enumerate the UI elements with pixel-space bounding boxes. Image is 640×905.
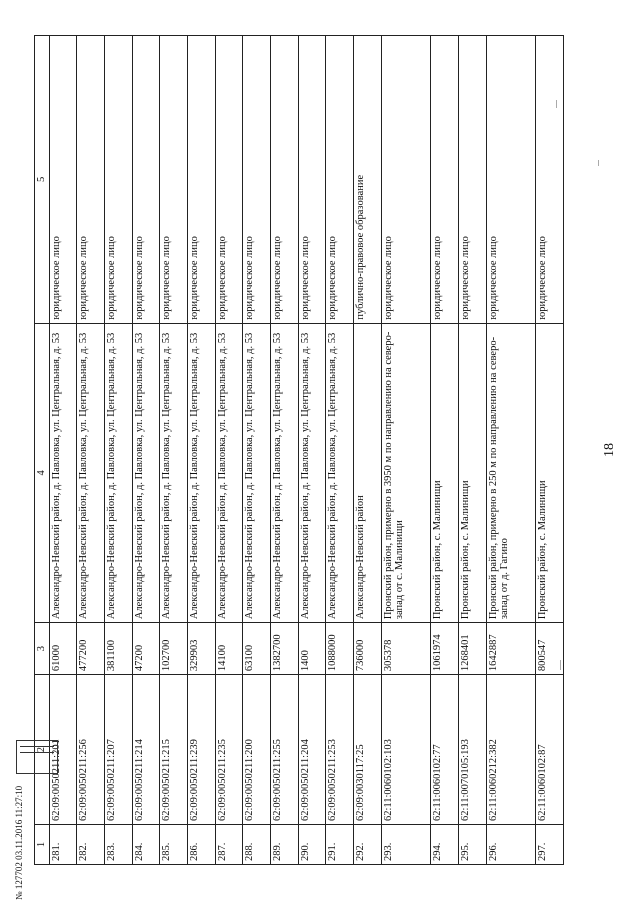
area-value: 1642887 (486, 623, 536, 675)
address-cell: Пронский район, примерно в 3950 м по направлению на северо-запад от с. Малинищи (381, 323, 431, 623)
area-value: 800547 (536, 623, 564, 675)
row-number: 284. (132, 825, 160, 865)
table-row (271, 36, 299, 865)
row-number: 285. (160, 825, 188, 865)
address-cell: Александро-Невский район, д. Павловка, ул. Центральная, д. 53 (160, 323, 188, 623)
header-col-5: 5 (35, 36, 50, 324)
owner-type: юридическое лицо (160, 36, 188, 324)
table-row (105, 36, 133, 865)
cadastral-number: 62:09:0030117:25 (353, 675, 381, 825)
table-row (458, 36, 486, 865)
table-row (536, 36, 564, 865)
table-body (49, 36, 563, 865)
cadastral-number: 62:11:0070105:193 (458, 675, 486, 825)
owner-type: юридическое лицо (458, 36, 486, 324)
row-number: 289. (271, 825, 299, 865)
table-row (353, 36, 381, 865)
address-cell: Александро-Невский район, д. Павловка, ул. Центральная, д. 53 (77, 323, 105, 623)
cadastral-number: 62:11:0060102:77 (431, 675, 459, 825)
row-number: 281. (49, 825, 77, 865)
address-cell: Пронский район, примерно в 250 м по направлению на северо-запад от д. Гагино (486, 323, 536, 623)
cadastral-number: 62:09:0050211:235 (215, 675, 243, 825)
address-cell: Александро-Невский район, д. Павловка, ул. Центральная, д. 53 (49, 323, 77, 623)
area-value: 102700 (160, 623, 188, 675)
area-value: 736000 (353, 623, 381, 675)
cadastral-number: 62:09:0050211:239 (188, 675, 216, 825)
row-number: 291. (326, 825, 354, 865)
header-col-1: 1 (35, 825, 50, 865)
row-number: 292. (353, 825, 381, 865)
owner-type: юридическое лицо (188, 36, 216, 324)
owner-type: юридическое лицо (132, 36, 160, 324)
document-footer: № 127702 03.11.2016 11:27:10 (14, 785, 24, 900)
owner-type: юридическое лицо (105, 36, 133, 324)
address-cell: Александро-Невский район, д. Павловка, ул. Центральная, д. 53 (132, 323, 160, 623)
cadastral-number: 62:11:0060102:87 (536, 675, 564, 825)
address-cell: Александро-Невский район, д. Павловка, ул. Центральная, д. 53 (105, 323, 133, 623)
area-value: 381100 (105, 623, 133, 675)
cadastral-number: 62:11:0060212:382 (486, 675, 536, 825)
area-value: 1268401 (458, 623, 486, 675)
address-cell: Пронский район, с. Малинищи (536, 323, 564, 623)
table-row (77, 36, 105, 865)
area-value: 63100 (243, 623, 271, 675)
area-value: 1400 (298, 623, 326, 675)
owner-type: юридическое лицо (381, 36, 431, 324)
area-value: 477200 (77, 623, 105, 675)
header-col-4: 4 (35, 323, 50, 623)
row-number: 283. (105, 825, 133, 865)
table-row (243, 36, 271, 865)
cadastral-number: 62:09:0050211:214 (132, 675, 160, 825)
row-number: 282. (77, 825, 105, 865)
cadastral-number: 62:09:0050211:215 (160, 675, 188, 825)
scan-mark (560, 660, 561, 670)
table-row (160, 36, 188, 865)
row-number: 293. (381, 825, 431, 865)
area-value: 61000 (49, 623, 77, 675)
owner-type: юридическое лицо (215, 36, 243, 324)
address-cell: Александро-Невский район, д. Павловка, ул. Центральная, д. 53 (188, 323, 216, 623)
table-row (381, 36, 431, 865)
area-value: 305378 (381, 623, 431, 675)
scan-mark (598, 160, 599, 166)
owner-type: юридическое лицо (431, 36, 459, 324)
land-plot-table (34, 35, 564, 865)
owner-type: юридическое лицо (49, 36, 77, 324)
cadastral-number: 62:11:0060102:103 (381, 675, 431, 825)
table-row (326, 36, 354, 865)
owner-type: юридическое лицо (298, 36, 326, 324)
row-number: 290. (298, 825, 326, 865)
table-row (298, 36, 326, 865)
row-number: 296. (486, 825, 536, 865)
address-cell: Александро-Невский район, д. Павловка, ул. Центральная, д. 53 (326, 323, 354, 623)
page-number: 18 (602, 443, 617, 457)
rotated-page (34, 35, 617, 865)
cadastral-number: 62:09:0050211:207 (105, 675, 133, 825)
owner-type: юридическое лицо (243, 36, 271, 324)
owner-type: юридическое лицо (271, 36, 299, 324)
owner-type: юридическое лицо (486, 36, 536, 324)
table-row (132, 36, 160, 865)
header-col-2: 2 (35, 675, 50, 825)
address-cell: Александро-Невский район (353, 323, 381, 623)
table-row (188, 36, 216, 865)
table-row (431, 36, 459, 865)
area-value: 1382700 (271, 623, 299, 675)
owner-type: юридическое лицо (77, 36, 105, 324)
address-cell: Александро-Невский район, д. Павловка, ул. Центральная, д. 53 (215, 323, 243, 623)
area-value: 14100 (215, 623, 243, 675)
cadastral-number: 62:09:0050211:201 (49, 675, 77, 825)
area-value: 47200 (132, 623, 160, 675)
scan-mark (556, 100, 557, 108)
address-cell: Александро-Невский район, д. Павловка, ул. Центральная, д. 53 (271, 323, 299, 623)
row-number: 295. (458, 825, 486, 865)
owner-type: публично-правовое образование (353, 36, 381, 324)
row-number: 297. (536, 825, 564, 865)
header-col-3: 3 (35, 623, 50, 675)
table-row (486, 36, 536, 865)
owner-type: юридическое лицо (536, 36, 564, 324)
stamp-logo (16, 740, 58, 774)
cadastral-number: 62:09:0050211:255 (271, 675, 299, 825)
row-number: 288. (243, 825, 271, 865)
cadastral-number: 62:09:0050211:204 (298, 675, 326, 825)
area-value: 329903 (188, 623, 216, 675)
row-number: 294. (431, 825, 459, 865)
row-number: 286. (188, 825, 216, 865)
address-cell: Александро-Невский район, д. Павловка, ул. Центральная, д. 53 (243, 323, 271, 623)
cadastral-number: 62:09:0050211:253 (326, 675, 354, 825)
area-value: 1061974 (431, 623, 459, 675)
cadastral-number: 62:09:0050211:200 (243, 675, 271, 825)
address-cell: Пронский район, с. Малинищи (431, 323, 459, 623)
table-row (215, 36, 243, 865)
cadastral-number: 62:09:0050211:256 (77, 675, 105, 825)
address-cell: Пронский район, с. Малинищи (458, 323, 486, 623)
owner-type: юридическое лицо (326, 36, 354, 324)
row-number: 287. (215, 825, 243, 865)
area-value: 1088000 (326, 623, 354, 675)
address-cell: Александро-Невский район, д. Павловка, ул. Центральная, д. 53 (298, 323, 326, 623)
